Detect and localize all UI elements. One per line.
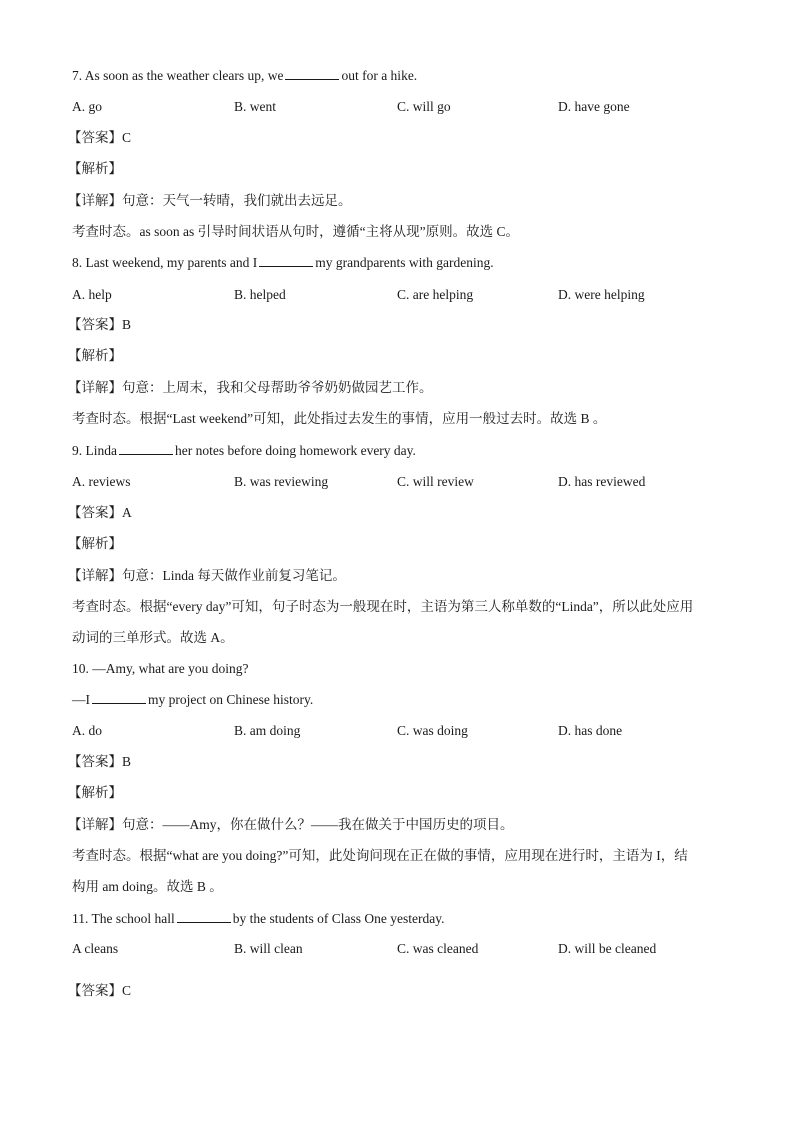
stem-text: my project on Chinese history.: [148, 692, 314, 707]
question-10-stem: 10. —Amy, what are you doing?: [72, 661, 249, 676]
option-a: A cleans: [72, 941, 119, 956]
option-c: C. was doing: [397, 723, 468, 738]
option-c: C. was cleaned: [397, 941, 479, 956]
option-c: C. are helping: [397, 287, 474, 302]
answer-line: 【答案】C: [68, 983, 132, 998]
question-8-stem: [72, 254, 732, 272]
detail-line: 【详解】句意：Linda 每天做作业前复习笔记。: [68, 568, 346, 583]
answer-blank: [119, 442, 173, 455]
option-b: B. will clean: [234, 941, 303, 956]
stem-text: 7. As soon as the weather clears up, we: [72, 68, 284, 83]
stem-text: 8. Last weekend, my parents and I: [72, 255, 258, 270]
option-b: B. am doing: [234, 723, 301, 738]
analysis-heading: 【解析】: [68, 348, 122, 363]
answer-blank: [92, 691, 146, 704]
detail-line: 考查时态。根据“every day”可知，句子时态为一般现在时，主语为第三人称单数的“Linda”，所以此处应用: [72, 599, 694, 614]
stem-text: my grandparents with gardening.: [315, 255, 494, 270]
detail-line: 动词的三单形式。故选 A。: [72, 630, 234, 645]
option-a: A. do: [72, 723, 102, 738]
stem-text: out for a hike.: [341, 68, 418, 83]
answer-line: 【答案】B: [68, 754, 132, 769]
detail-line: 考查时态。as soon as 引导时间状语从句时，遵循“主将从现”原则。故选 C。: [72, 224, 519, 239]
answer-line: 【答案】B: [68, 317, 132, 332]
option-a: A. reviews: [72, 474, 131, 489]
option-b: B. helped: [234, 287, 286, 302]
option-d: D. have gone: [558, 99, 630, 114]
option-d: D. has done: [558, 723, 623, 738]
option-a: A. help: [72, 287, 112, 302]
detail-line: 【详解】句意：上周末，我和父母帮助爷爷奶奶做园艺工作。: [68, 380, 433, 395]
detail-line: 考查时态。根据“Last weekend”可知，此处指过去发生的事情，应用一般过去时。故选 B 。: [72, 411, 607, 426]
detail-line: 【详解】句意：——Amy，你在做什么？——我在做关于中国历史的项目。: [68, 817, 514, 832]
stem-text: 9. Linda: [72, 443, 117, 458]
option-b: B. was reviewing: [234, 474, 329, 489]
option-c: C. will go: [397, 99, 451, 114]
analysis-heading: 【解析】: [68, 785, 122, 800]
answer-blank: [259, 254, 313, 267]
option-d: D. has reviewed: [558, 474, 646, 489]
question-9-stem: [72, 442, 732, 460]
stem-text: by the students of Class One yesterday.: [232, 911, 445, 926]
option-d: D. will be cleaned: [558, 941, 657, 956]
answer-blank: [177, 910, 231, 923]
detail-line: 【详解】句意：天气一转晴，我们就出去远足。: [68, 193, 352, 208]
option-b: B. went: [234, 99, 276, 114]
analysis-heading: 【解析】: [68, 536, 122, 551]
option-a: A. go: [72, 99, 102, 114]
detail-line: 构用 am doing。故选 B 。: [72, 879, 223, 894]
answer-line: 【答案】C: [68, 130, 132, 145]
answer-line: 【答案】A: [68, 505, 132, 520]
detail-line: 考查时态。根据“what are you doing?”可知，此处询问现在正在做的事情，应用现在进行时，主语为 I，结: [72, 848, 688, 863]
option-c: C. will review: [397, 474, 474, 489]
stem-text: 11. The school hall: [72, 911, 175, 926]
stem-text: —I: [72, 692, 90, 707]
stem-text: her notes before doing homework every day.: [175, 443, 416, 458]
option-d: D. were helping: [558, 287, 645, 302]
question-10-stem-reply: [72, 691, 732, 709]
analysis-heading: 【解析】: [68, 161, 122, 176]
question-7-stem: [72, 67, 732, 85]
question-11-stem: [72, 910, 732, 928]
answer-blank: [285, 67, 339, 80]
